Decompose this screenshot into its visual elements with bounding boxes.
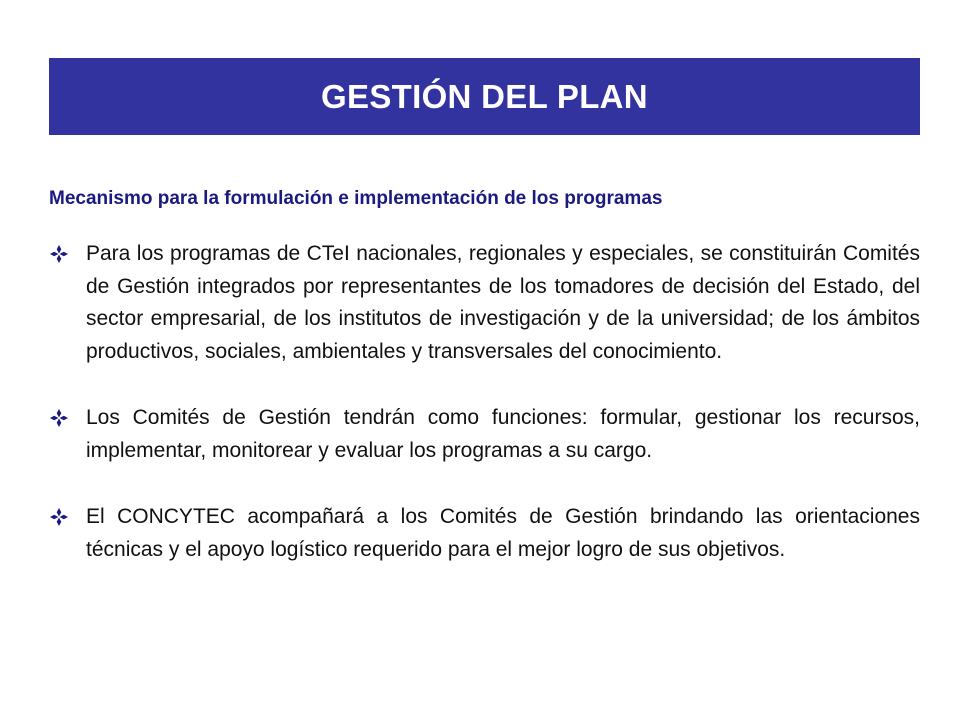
diamond-bullet-icon bbox=[49, 402, 86, 434]
bullet-item bbox=[49, 402, 920, 467]
bullet-text: Los Comités de Gestión tendrán como funciones: formular, gestionar los recursos, implementar, monitorear y evaluar los programas a su cargo. bbox=[86, 406, 920, 462]
diamond-bullet-icon bbox=[49, 501, 86, 533]
bullet-item bbox=[49, 238, 920, 368]
diamond-bullet-icon bbox=[49, 238, 86, 270]
slide-subtitle: Mecanismo para la formulación e implementación de los programas bbox=[49, 188, 663, 209]
bullet-text: Para los programas de CTeI nacionales, regionales y especiales, se constituirán Comités de Gestión integrados por representantes de los tomadores de decisión del Estado, del sector empresarial, de los institutos de investigación y de la universidad; de los ámbitos productivos, sociales, ambientales y transversales del conocimiento. bbox=[86, 242, 920, 363]
bullet-item bbox=[49, 501, 920, 566]
slide-title: GESTIÓN DEL PLAN bbox=[321, 77, 648, 115]
title-bar bbox=[49, 58, 920, 135]
bullet-text: El CONCYTEC acompañará a los Comités de Gestión brindando las orientaciones técnicas y el apoyo logístico requerido para el mejor logro de sus objetivos. bbox=[86, 505, 920, 561]
slide-content bbox=[49, 184, 920, 600]
